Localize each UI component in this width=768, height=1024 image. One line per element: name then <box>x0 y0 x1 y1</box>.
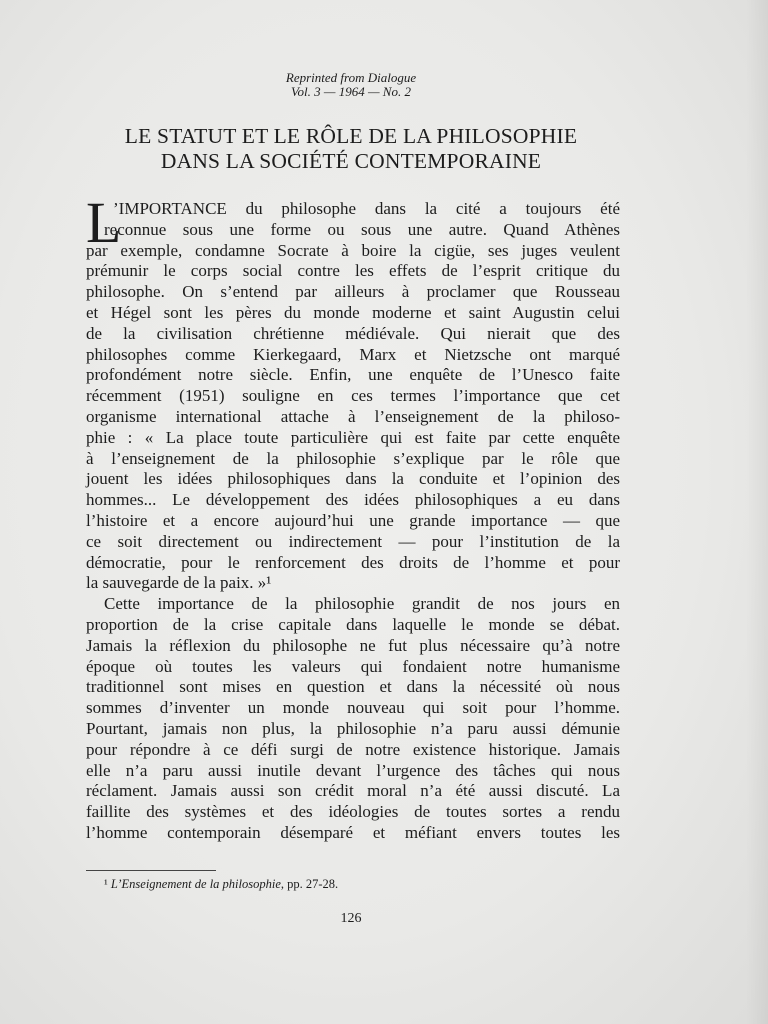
body-line-30: faillite des systèmes et des idéologies de toutes sortes a rendu <box>86 802 620 822</box>
page-edge-shadow <box>746 0 768 1024</box>
body-line-24: traditionnel sont mises en question et dans la nécessité où nous <box>86 677 620 697</box>
body-line-6: et Hégel sont les pères du monde moderne et saint Augustin celui <box>86 302 620 322</box>
article-title <box>0 124 702 174</box>
title-line-1: LE STATUT ET LE RÔLE DE LA PHILOSOPHIE <box>124 124 578 148</box>
body-line-15: hommes... Le développement des idées philosophiques a eu dans <box>86 490 620 510</box>
body-line-11: organisme international attache à l’enseignement de la philoso- <box>86 406 620 426</box>
footnote-marker: ¹ <box>104 877 108 891</box>
body-line-26: Pourtant, jamais non plus, la philosophie n’a paru aussi démunie <box>86 718 620 738</box>
body-line-8: philosophes comme Kierkegaard, Marx et Nietzsche ont marqué <box>86 344 620 364</box>
body-line-25: sommes d’inventer un monde nouveau qui soit pour l’homme. <box>86 698 620 718</box>
reprint-notice <box>0 71 702 99</box>
body-line-3: par exemple, condamne Socrate à boire la cigüe, ses juges veulent <box>86 240 620 260</box>
body-line-2: reconnue sous une forme ou sous une autre. Quand Athènes <box>104 219 620 239</box>
footnote <box>104 876 338 892</box>
body-line-31: l’homme contemporain désemparé et méfiant envers toutes les <box>86 822 620 842</box>
body-line-28: elle n’a paru aussi inutile devant l’urgence des tâches qui nous <box>86 760 620 780</box>
body-line-14: jouent les idées philosophiques dans la conduite et l’opinion des <box>86 469 620 489</box>
body-line-16: l’histoire et a encore aujourd’hui une grande importance — que <box>86 510 620 530</box>
body-line-10: récemment (1951) souligne en ces termes l’importance que cet <box>86 386 620 406</box>
body-line-21: proportion de la crise capitale dans laquelle le monde se débat. <box>86 614 620 634</box>
body-line-5: philosophe. On s’entend par ailleurs à proclamer que Rousseau <box>86 282 620 302</box>
body-line-7: de la civilisation chrétienne médiévale. Qui nierait que des <box>86 323 620 343</box>
footnote-title: L’Enseignement de la philosophie <box>110 877 281 891</box>
footnote-rule <box>86 870 216 871</box>
body-line-1: ’IMPORTANCE du philosophe dans la cité a toujours été <box>113 199 620 218</box>
body-line-19: la sauvegarde de la paix. »¹ <box>86 573 272 593</box>
body-text <box>86 190 620 844</box>
body-line-18: démocratie, pour le renforcement des droits de l’homme et pour <box>86 552 620 572</box>
body-line-27: pour répondre à ce défi surgi de notre existence historique. Jamais <box>86 739 620 759</box>
body-line-12: phie : « La place toute particulière qui est faite par cette enquête <box>86 427 620 447</box>
body-line-22: Jamais la réflexion du philosophe ne fut plus nécessaire qu’à notre <box>86 635 620 655</box>
body-line-4: prémunir le corps social contre les effets de l’esprit critique du <box>86 261 620 281</box>
page-number: 126 <box>340 911 362 926</box>
body-line-13: à l’enseignement de la philosophie s’explique par le rôle que <box>86 448 620 468</box>
body-line-23: époque où toutes les valeurs qui fondaient notre humanisme <box>86 656 620 676</box>
drop-cap: L <box>86 190 122 255</box>
title-line-2: DANS LA SOCIÉTÉ CONTEMPORAINE <box>160 149 542 173</box>
body-line-20: Cette importance de la philosophie grandit de nos jours en <box>104 594 620 614</box>
body-line-17: ce soit directement ou indirectement — pour l’institution de la <box>86 531 620 551</box>
body-line-29: réclament. Jamais aussi son crédit moral n’a été aussi discuté. La <box>86 781 620 801</box>
body-line-9: profondément notre siècle. Enfin, une enquête de l’Unesco faite <box>86 365 620 385</box>
reprint-line-2: Vol. 3 — 1964 — No. 2 <box>291 84 411 99</box>
reprint-line-1: Reprinted from Dialogue <box>285 70 417 85</box>
footnote-pages: , pp. 27-28. <box>280 877 339 891</box>
